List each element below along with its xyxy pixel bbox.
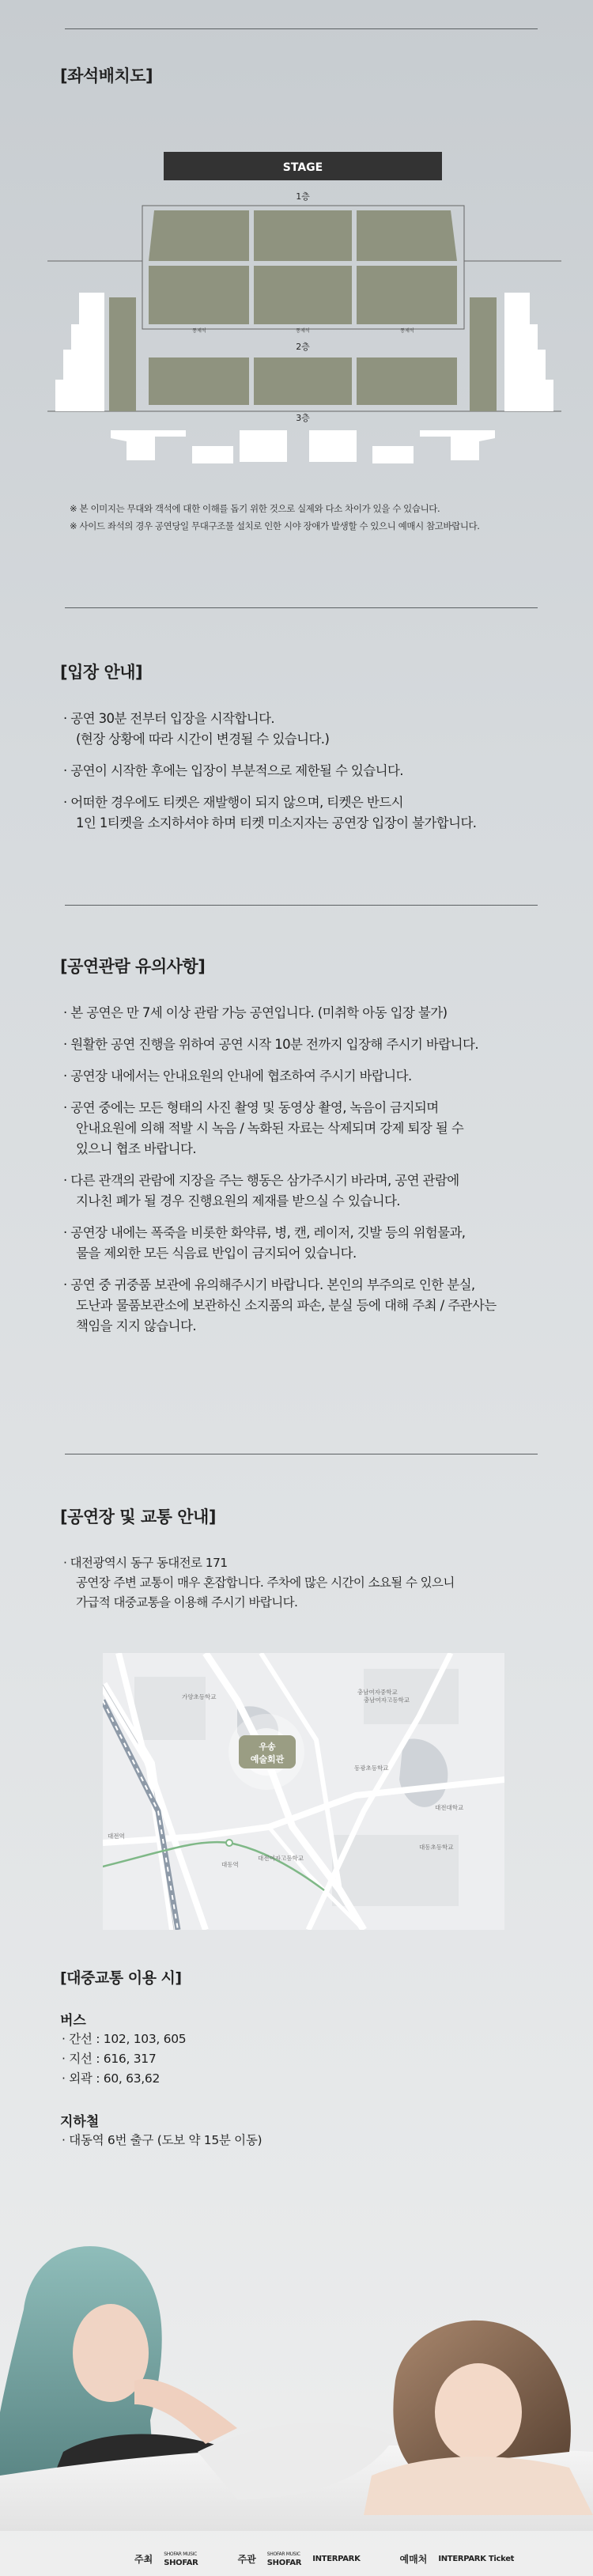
seat-block xyxy=(470,297,497,411)
divider xyxy=(65,905,538,906)
floor3-label: 3층 xyxy=(296,413,310,423)
floor1-label: 1층 xyxy=(296,191,310,202)
bus-list xyxy=(62,2029,186,2089)
shofar-logo: SHOFAR MUSIC SHOFAR xyxy=(164,2551,198,2567)
list-item: · 원활한 공연 진행을 위하여 공연 시작 10분 전까지 입장해 주시기 바랍니다. xyxy=(63,1037,479,1052)
map-label: 대동역 xyxy=(221,1861,239,1868)
interpark-logo: INTERPARK xyxy=(312,2554,361,2563)
seat-block xyxy=(254,357,352,405)
bus-heading: 버스 xyxy=(60,2013,86,2029)
seating-notes xyxy=(70,500,560,535)
list-item: · 간선 : 102, 103, 605 xyxy=(62,2032,187,2046)
footer xyxy=(0,2531,593,2576)
entry-title: [입장 안내] xyxy=(60,663,143,682)
venue-map[interactable] xyxy=(103,1653,504,1930)
list-item: · 공연 중 귀중품 보관에 유의해주시기 바랍니다. 본인의 부주의로 인한 분실, 도난과 물품보관소에 보관하신 소지품의 파손, 분실 등에 대해 주최 / 주관사는 책임을 지지 않습니다. xyxy=(63,1277,497,1333)
svg-text:예술회관: 예술회관 xyxy=(250,1754,285,1765)
list-item: · 공연장 내에서는 안내요원의 안내에 협조하여 주시기 바랍니다. xyxy=(63,1069,412,1084)
shofar-logo: SHOFAR MUSIC SHOFAR xyxy=(266,2551,302,2567)
caution-title: [공연관람 유의사항] xyxy=(60,957,206,976)
seat-block xyxy=(109,297,136,411)
map-label: 대동초등학교 xyxy=(419,1844,454,1851)
host-label: 주최 xyxy=(134,2553,153,2565)
aisle-label: 통제석 xyxy=(192,328,206,334)
note-line: ※ 사이드 좌석의 경우 공연당일 무대구조물 설치로 인한 시야 장애가 발생할 수 있으니 예매시 참고바랍니다. xyxy=(70,520,480,531)
list-item: · 공연 중에는 모든 형태의 사진 촬영 및 동영상 촬영, 녹음이 금지되며 안내요원에 의해 적발 시 녹음 / 녹화된 자료는 삭제되며 강제 퇴장 될 수 있으니 협조 바랍니다. xyxy=(63,1100,464,1156)
seat-block xyxy=(149,266,249,324)
list-item: · 공연 30분 전부터 입장을 시작합니다. (현장 상황에 따라 시간이 변경될 수 있습니다.) xyxy=(63,711,330,747)
subway-list xyxy=(62,2131,262,2150)
seat-block xyxy=(149,210,249,261)
venue-list xyxy=(63,1553,538,1624)
seat-block xyxy=(149,357,249,405)
divider xyxy=(65,607,538,608)
map-label: 충남여자고등학교 xyxy=(364,1697,410,1704)
transit-title: [대중교통 이용 시] xyxy=(60,1969,182,1987)
note-line: ※ 본 이미지는 무대와 객석에 대한 이해를 돕기 위한 것으로 실제와 다소 차이가 있을 수 있습니다. xyxy=(70,503,440,514)
map-label: 대전대학교 xyxy=(435,1804,464,1811)
map-label: 동광초등학교 xyxy=(354,1765,389,1772)
seat-block xyxy=(357,210,457,261)
entry-list xyxy=(63,709,538,845)
seat-block xyxy=(357,357,457,405)
list-item: · 본 공연은 만 7세 이상 관람 가능 공연입니다. (미취학 아동 입장 불가) xyxy=(63,1005,448,1020)
stage-label: STAGE xyxy=(282,161,323,174)
list-item: · 공연장 내에는 폭죽을 비롯한 화약류, 병, 캔, 레이저, 깃발 등의 위험물과, 물을 제외한 모든 식음료 반입이 금지되어 있습니다. xyxy=(63,1225,466,1261)
map-label: 충남여자중학교 xyxy=(357,1689,398,1696)
list-item: · 외곽 : 60, 63,62 xyxy=(62,2071,161,2086)
seating-chart xyxy=(47,142,561,482)
map-label: 가양초등학교 xyxy=(182,1693,217,1700)
organizer-label: 주관 xyxy=(237,2553,256,2565)
venue-title: [공연장 및 교통 안내] xyxy=(60,1507,216,1526)
seat-block xyxy=(254,210,352,261)
list-item: · 대전광역시 동구 동대전로 171 공연장 주변 교통이 매우 혼잡합니다. 주차에 많은 시간이 소요될 수 있으니 가급적 대중교통을 이용해 주시기 바랍니다. xyxy=(63,1556,455,1610)
map-label: 대전역 xyxy=(108,1833,125,1840)
aisle-label: 통제석 xyxy=(400,328,414,334)
seat-block xyxy=(357,266,457,324)
list-item: · 다른 관객의 관람에 지장을 주는 행동은 삼가주시기 바라며, 공연 관람에 지나친 폐가 될 경우 진행요원의 제재를 받으실 수 있습니다. xyxy=(63,1173,459,1209)
seating-title: [좌석배치도] xyxy=(60,66,153,85)
svg-text:우송: 우송 xyxy=(259,1742,276,1752)
floor2-label: 2층 xyxy=(296,342,310,352)
interpark-ticket-logo: INTERPARK Ticket xyxy=(438,2554,515,2563)
divider xyxy=(65,28,538,29)
list-item: · 대동역 6번 출구 (도보 약 15분 이동) xyxy=(62,2133,263,2147)
list-item: · 공연이 시작한 후에는 입장이 부분적으로 제한될 수 있습니다. xyxy=(63,763,403,778)
caution-list xyxy=(63,1003,538,1348)
booking-label: 예매처 xyxy=(399,2553,428,2565)
seat-block xyxy=(254,266,352,324)
list-item: · 어떠한 경우에도 티켓은 재발행이 되지 않으며, 티켓은 반드시 1인 1티켓을 소지하셔야 하며 티켓 미소지자는 공연장 입장이 불가합니다. xyxy=(63,795,477,830)
list-item: · 지선 : 616, 317 xyxy=(62,2052,157,2066)
artist-photo xyxy=(0,2215,593,2531)
aisle-label: 통제석 xyxy=(296,328,310,334)
subway-heading: 지하철 xyxy=(60,2114,100,2130)
map-label: 대전여자고등학교 xyxy=(258,1855,304,1862)
